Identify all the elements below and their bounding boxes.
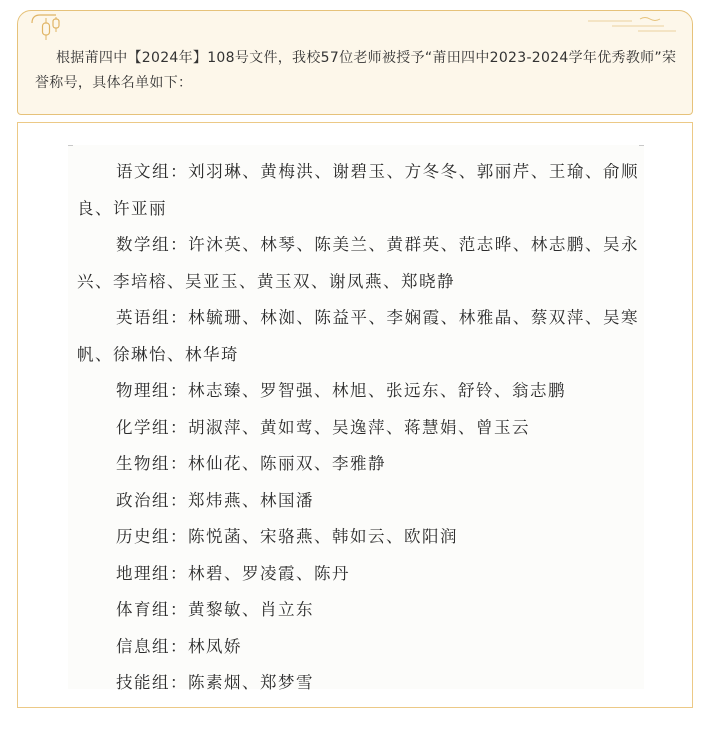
group-item-chinese xyxy=(77,154,639,227)
group-label: 技能组： xyxy=(116,673,188,692)
group-item-math xyxy=(77,227,639,300)
group-names: 林毓珊、林洳、陈益平、李娴霞、林雅晶、蔡双萍、吴寒帆、徐琳怡、林华琦 xyxy=(77,308,640,364)
group-names: 郑炜燕、林国潘 xyxy=(188,490,314,510)
group-label: 数学组： xyxy=(116,235,189,254)
group-item-biology xyxy=(77,446,639,483)
group-names: 林凤娇 xyxy=(188,636,242,656)
group-label: 英语组： xyxy=(116,308,189,327)
line-ornament-icon xyxy=(582,15,682,35)
group-names: 林志臻、罗智强、林旭、张远东、舒铃、翁志鹏 xyxy=(188,381,566,400)
group-label: 化学组： xyxy=(116,417,188,437)
intro-panel xyxy=(17,10,693,115)
group-names: 许沐英、林琴、陈美兰、黄群英、范志晔、林志鹏、吴永兴、李培榕、吴亚玉、黄玉双、谢凤燕、郑晓静 xyxy=(77,235,640,291)
group-names: 刘羽琳、黄梅洪、谢碧玉、方冬冬、郭丽芹、王瑜、俞顺良、许亚丽 xyxy=(77,162,640,218)
group-label: 地理组： xyxy=(116,563,188,583)
group-item-history xyxy=(77,519,639,556)
teacher-list-panel xyxy=(17,122,693,708)
group-item-it xyxy=(77,629,639,666)
group-label: 语文组： xyxy=(116,162,189,181)
name-list-scan xyxy=(68,145,644,692)
group-item-politics xyxy=(77,483,639,520)
group-item-chemistry xyxy=(77,410,639,447)
lantern-decoration-icon xyxy=(28,13,68,49)
group-names: 胡淑萍、黄如莺、吴逸萍、蒋慧娟、曾玉云 xyxy=(188,417,530,437)
group-label: 物理组： xyxy=(116,381,188,400)
group-item-physics xyxy=(77,373,639,410)
intro-paragraph: 根据莆四中【2024年】108号文件，我校57位老师被授予“莆田四中2023-2024学年优秀教师”荣誉称号，具体名单如下： xyxy=(35,50,677,91)
group-names: 黄黎敏、肖立东 xyxy=(188,600,314,619)
group-names: 陈素烟、郑梦雪 xyxy=(188,673,314,692)
group-item-geography xyxy=(77,556,639,593)
group-names: 林碧、罗凌霞、陈丹 xyxy=(188,563,350,583)
group-item-pe xyxy=(77,592,639,629)
group-label: 政治组： xyxy=(116,490,188,510)
scan-corner-mark xyxy=(68,145,73,146)
group-names: 林仙花、陈丽双、李雅静 xyxy=(188,454,386,473)
group-list xyxy=(77,154,639,702)
scan-corner-mark xyxy=(639,145,644,146)
group-label: 生物组： xyxy=(116,454,188,473)
group-item-skills xyxy=(77,665,639,702)
group-item-english xyxy=(77,300,639,373)
group-label: 体育组： xyxy=(116,600,188,619)
group-label: 历史组： xyxy=(116,527,188,546)
group-names: 陈悦菡、宋骆燕、韩如云、欧阳润 xyxy=(188,527,458,546)
group-label: 信息组： xyxy=(116,636,188,656)
